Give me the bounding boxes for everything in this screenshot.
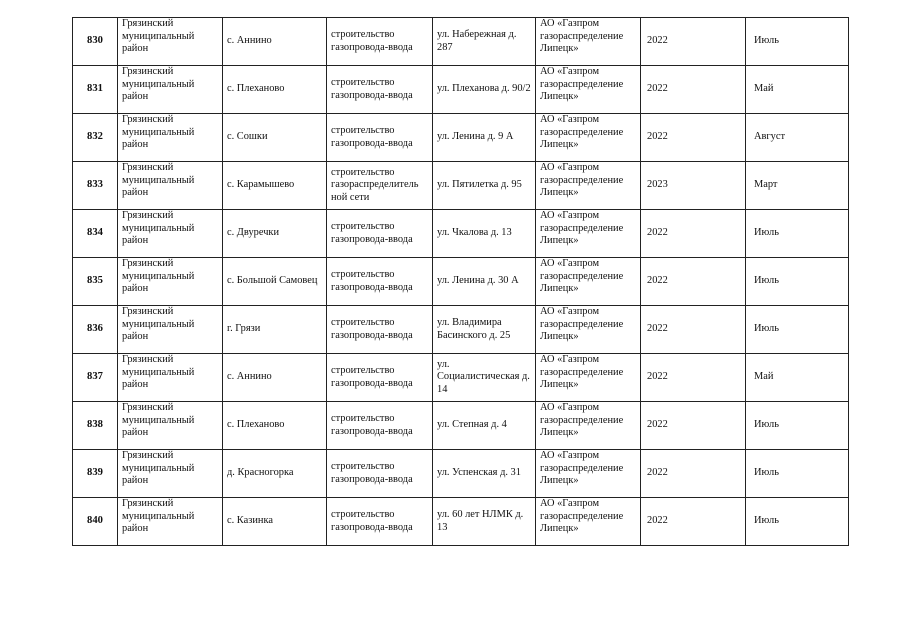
organization-cell: АО «Газпром газораспределение Липецк» [536, 354, 641, 402]
address-cell: ул. Ленина д. 9 А [433, 114, 536, 162]
table-row [73, 450, 849, 498]
district-cell: Грязинский муниципальный район [118, 402, 223, 450]
table-row [73, 114, 849, 162]
month-cell: Июль [746, 402, 849, 450]
year-cell: 2022 [641, 210, 746, 258]
settlement-cell: с. Плеханово [223, 402, 327, 450]
table-body [73, 18, 849, 546]
settlement-cell: с. Казинка [223, 498, 327, 546]
district-cell: Грязинский муниципальный район [118, 66, 223, 114]
month-cell: Июль [746, 450, 849, 498]
settlement-cell: с. Сошки [223, 114, 327, 162]
month-cell: Июль [746, 258, 849, 306]
settlement-cell: с. Плеханово [223, 66, 327, 114]
work-type-cell: строительство газораспределитель ной сети [327, 162, 433, 210]
month-cell: Июль [746, 498, 849, 546]
organization-cell: АО «Газпром газораспределение Липецк» [536, 162, 641, 210]
address-cell: ул. Ленина д. 30 А [433, 258, 536, 306]
organization-cell: АО «Газпром газораспределение Липецк» [536, 66, 641, 114]
month-cell: Май [746, 66, 849, 114]
table-row [73, 354, 849, 402]
district-cell: Грязинский муниципальный район [118, 210, 223, 258]
organization-cell: АО «Газпром газораспределение Липецк» [536, 306, 641, 354]
organization-cell: АО «Газпром газораспределение Липецк» [536, 498, 641, 546]
work-type-cell: строительство газопровода-ввода [327, 114, 433, 162]
address-cell: ул. Успенская д. 31 [433, 450, 536, 498]
month-cell: Август [746, 114, 849, 162]
year-cell: 2022 [641, 18, 746, 66]
year-cell: 2022 [641, 66, 746, 114]
settlement-cell: с. Карамышево [223, 162, 327, 210]
table-row [73, 66, 849, 114]
address-cell: ул. Набережная д. 287 [433, 18, 536, 66]
work-type-cell: строительство газопровода-ввода [327, 354, 433, 402]
gas-pipeline-plan-table [72, 17, 849, 546]
table-row [73, 18, 849, 66]
settlement-cell: д. Красногорка [223, 450, 327, 498]
address-cell: ул. Владимира Басинского д. 25 [433, 306, 536, 354]
district-cell: Грязинский муниципальный район [118, 162, 223, 210]
organization-cell: АО «Газпром газораспределение Липецк» [536, 18, 641, 66]
district-cell: Грязинский муниципальный район [118, 18, 223, 66]
district-cell: Грязинский муниципальный район [118, 258, 223, 306]
year-cell: 2022 [641, 450, 746, 498]
work-type-cell: строительство газопровода-ввода [327, 498, 433, 546]
district-cell: Грязинский муниципальный район [118, 354, 223, 402]
address-cell: ул. Пятилетка д. 95 [433, 162, 536, 210]
work-type-cell: строительство газопровода-ввода [327, 66, 433, 114]
row-number: 832 [73, 114, 118, 162]
district-cell: Грязинский муниципальный район [118, 114, 223, 162]
organization-cell: АО «Газпром газораспределение Липецк» [536, 450, 641, 498]
settlement-cell: г. Грязи [223, 306, 327, 354]
year-cell: 2023 [641, 162, 746, 210]
settlement-cell: с. Двуречки [223, 210, 327, 258]
district-cell: Грязинский муниципальный район [118, 498, 223, 546]
work-type-cell: строительство газопровода-ввода [327, 402, 433, 450]
row-number: 838 [73, 402, 118, 450]
row-number: 836 [73, 306, 118, 354]
month-cell: Июль [746, 210, 849, 258]
address-cell: ул. Социалистическая д. 14 [433, 354, 536, 402]
year-cell: 2022 [641, 354, 746, 402]
row-number: 840 [73, 498, 118, 546]
row-number: 831 [73, 66, 118, 114]
work-type-cell: строительство газопровода-ввода [327, 306, 433, 354]
row-number: 837 [73, 354, 118, 402]
settlement-cell: с. Аннино [223, 354, 327, 402]
organization-cell: АО «Газпром газораспределение Липецк» [536, 258, 641, 306]
district-cell: Грязинский муниципальный район [118, 450, 223, 498]
organization-cell: АО «Газпром газораспределение Липецк» [536, 402, 641, 450]
settlement-cell: с. Большой Самовец [223, 258, 327, 306]
address-cell: ул. Чкалова д. 13 [433, 210, 536, 258]
work-type-cell: строительство газопровода-ввода [327, 258, 433, 306]
year-cell: 2022 [641, 402, 746, 450]
year-cell: 2022 [641, 306, 746, 354]
row-number: 834 [73, 210, 118, 258]
address-cell: ул. Плеханова д. 90/2 [433, 66, 536, 114]
settlement-cell: с. Аннино [223, 18, 327, 66]
row-number: 833 [73, 162, 118, 210]
work-type-cell: строительство газопровода-ввода [327, 450, 433, 498]
row-number: 835 [73, 258, 118, 306]
table-row [73, 498, 849, 546]
table-row [73, 306, 849, 354]
table-row [73, 258, 849, 306]
year-cell: 2022 [641, 258, 746, 306]
organization-cell: АО «Газпром газораспределение Липецк» [536, 114, 641, 162]
work-type-cell: строительство газопровода-ввода [327, 210, 433, 258]
month-cell: Март [746, 162, 849, 210]
table-row [73, 402, 849, 450]
row-number: 839 [73, 450, 118, 498]
year-cell: 2022 [641, 114, 746, 162]
year-cell: 2022 [641, 498, 746, 546]
row-number: 830 [73, 18, 118, 66]
address-cell: ул. Степная д. 4 [433, 402, 536, 450]
address-cell: ул. 60 лет НЛМК д. 13 [433, 498, 536, 546]
month-cell: Июль [746, 18, 849, 66]
table-row [73, 210, 849, 258]
organization-cell: АО «Газпром газораспределение Липецк» [536, 210, 641, 258]
month-cell: Июль [746, 306, 849, 354]
district-cell: Грязинский муниципальный район [118, 306, 223, 354]
work-type-cell: строительство газопровода-ввода [327, 18, 433, 66]
month-cell: Май [746, 354, 849, 402]
table-row [73, 162, 849, 210]
